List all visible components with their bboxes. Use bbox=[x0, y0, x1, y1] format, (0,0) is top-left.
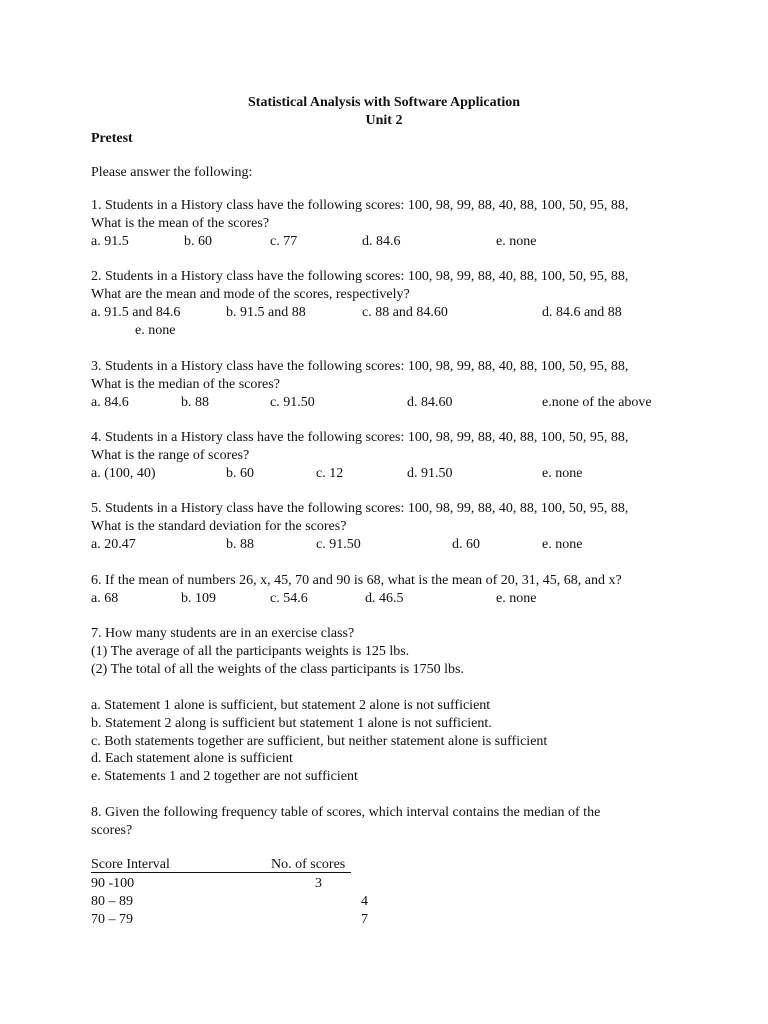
document-unit: Unit 2 bbox=[365, 113, 403, 128]
question-text: What is the standard deviation for the scores? bbox=[91, 519, 347, 534]
answer-option: b. 109 bbox=[181, 591, 216, 606]
answer-option: a. Statement 1 alone is sufficient, but statement 2 alone is not sufficient bbox=[91, 698, 491, 713]
question-text: 8. Given the following frequency table of scores, which interval contains the median of the bbox=[91, 805, 601, 820]
table-header: No. of scores bbox=[271, 857, 346, 872]
instruction-text: Please answer the following: bbox=[91, 165, 253, 180]
answer-option: c. 77 bbox=[270, 234, 298, 249]
answer-option: b. 88 bbox=[226, 537, 254, 552]
answer-option: e. none bbox=[542, 466, 583, 481]
answer-option: c. 12 bbox=[316, 466, 344, 481]
question-text: 4. Students in a History class have the following scores: 100, 98, 99, 88, 40, 88, 100, 50, 95, 88, bbox=[91, 430, 629, 445]
answer-option: d. 91.50 bbox=[407, 466, 453, 481]
answer-option: d. 84.6 bbox=[362, 234, 401, 249]
answer-option: b. Statement 2 along is sufficient but statement 1 alone is not sufficient. bbox=[91, 716, 492, 731]
answer-option: a. 84.6 bbox=[91, 395, 129, 410]
answer-option: d. 46.5 bbox=[365, 591, 404, 606]
answer-option: b. 88 bbox=[181, 395, 209, 410]
answer-option: a. (100, 40) bbox=[91, 466, 156, 481]
answer-option: d. Each statement alone is sufficient bbox=[91, 751, 293, 766]
answer-option: c. 91.50 bbox=[270, 395, 315, 410]
answer-option: e. Statements 1 and 2 together are not sufficient bbox=[91, 769, 358, 784]
answer-option: c. 88 and 84.60 bbox=[362, 305, 448, 320]
question-text: 1. Students in a History class have the following scores: 100, 98, 99, 88, 40, 88, 100, 50, 95, 88, bbox=[91, 198, 629, 213]
question-text: What is the mean of the scores? bbox=[91, 216, 270, 231]
answer-option: e.none of the above bbox=[542, 395, 652, 410]
answer-option: b. 60 bbox=[226, 466, 254, 481]
question-text: 6. If the mean of numbers 26, x, 45, 70 and 90 is 68, what is the mean of 20, 31, 45, 68, and x? bbox=[91, 573, 622, 588]
answer-option: b. 91.5 and 88 bbox=[226, 305, 306, 320]
answer-option: e. none bbox=[496, 234, 537, 249]
answer-option: a. 91.5 bbox=[91, 234, 129, 249]
answer-option: d. 60 bbox=[452, 537, 480, 552]
document-title: Statistical Analysis with Software Application bbox=[248, 95, 520, 110]
answer-option: e. none bbox=[135, 323, 176, 338]
statement-text: (1) The average of all the participants weights is 125 lbs. bbox=[91, 644, 410, 659]
question-text: What are the mean and mode of the scores, respectively? bbox=[91, 287, 410, 302]
question-text: What is the median of the scores? bbox=[91, 377, 280, 392]
question-text: 3. Students in a History class have the following scores: 100, 98, 99, 88, 40, 88, 100, 50, 95, 88, bbox=[91, 359, 629, 374]
answer-option: d. 84.60 bbox=[407, 395, 453, 410]
answer-option: b. 60 bbox=[184, 234, 212, 249]
statement-text: (2) The total of all the weights of the class participants is 1750 lbs. bbox=[91, 662, 464, 677]
question-text: 7. How many students are in an exercise class? bbox=[91, 626, 355, 641]
answer-option: e. none bbox=[542, 537, 583, 552]
table-cell: 3 bbox=[315, 876, 322, 891]
answer-option: a. 20.47 bbox=[91, 537, 136, 552]
question-text: scores? bbox=[91, 823, 133, 838]
answer-option: d. 84.6 and 88 bbox=[542, 305, 622, 320]
table-cell: 70 – 79 bbox=[91, 912, 133, 927]
answer-option: a. 91.5 and 84.6 bbox=[91, 305, 181, 320]
table-header-rule bbox=[91, 872, 351, 873]
table-cell: 4 bbox=[361, 894, 368, 909]
table-cell: 90 -100 bbox=[91, 876, 135, 891]
question-text: 5. Students in a History class have the following scores: 100, 98, 99, 88, 40, 88, 100, 50, 95, 88, bbox=[91, 501, 629, 516]
table-header: Score Interval bbox=[91, 857, 170, 872]
answer-option: a. 68 bbox=[91, 591, 119, 606]
answer-option: c. 91.50 bbox=[316, 537, 361, 552]
table-cell: 80 – 89 bbox=[91, 894, 133, 909]
answer-option: c. 54.6 bbox=[270, 591, 308, 606]
question-text: 2. Students in a History class have the following scores: 100, 98, 99, 88, 40, 88, 100, 50, 95, 88, bbox=[91, 269, 629, 284]
section-heading: Pretest bbox=[91, 131, 133, 146]
answer-option: e. none bbox=[496, 591, 537, 606]
table-cell: 7 bbox=[361, 912, 368, 927]
question-text: What is the range of scores? bbox=[91, 448, 250, 463]
answer-option: c. Both statements together are sufficient, but neither statement alone is sufficient bbox=[91, 734, 548, 749]
